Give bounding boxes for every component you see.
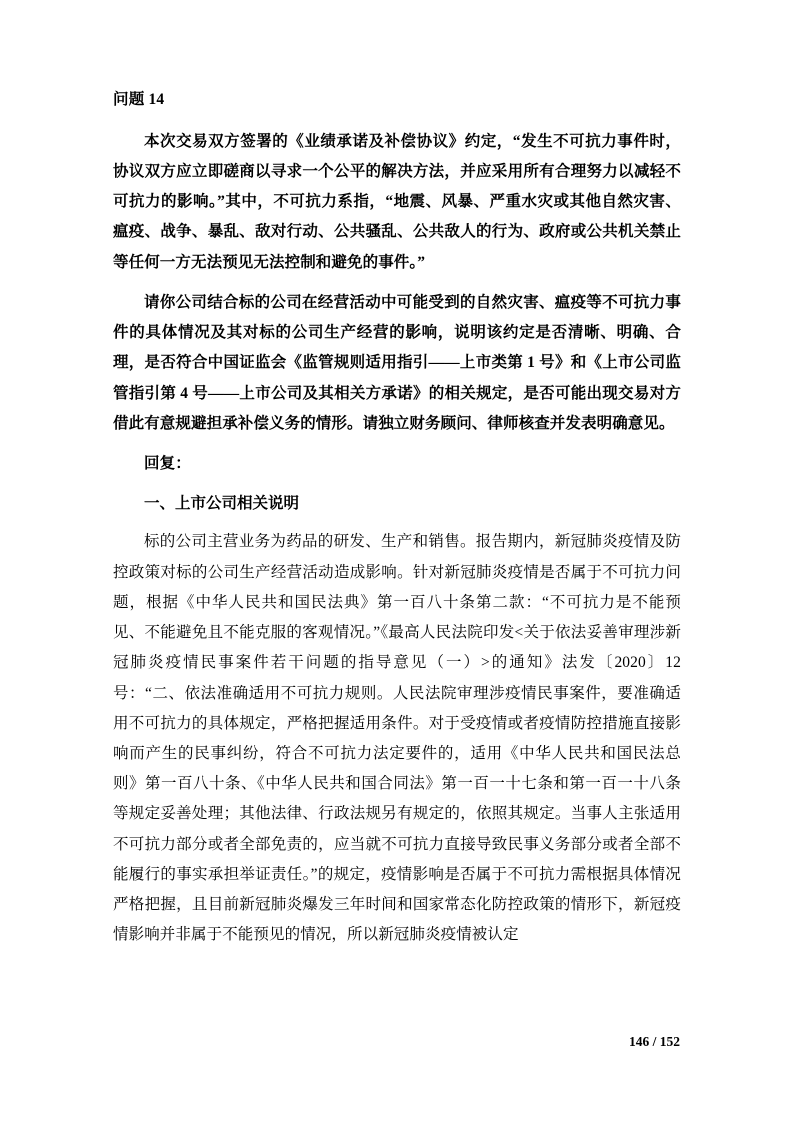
paragraph-agreement-clause: 本次交易双方签署的《业绩承诺及补偿协议》约定，“发生不可抗力事件时，协议双方应立即磋商以寻求一个公平的解决方法，并应采用所有合理努力以减轻不可抗力的影响。”其中，不可抗力系指，“地震、风暴、严重水灾或其他自然灾害、瘟疫、战争、暴乱、敌对行动、公共骚乱、公共敌人的行为、政府或公共机关禁止等任何一方无法预见无法控制和避免的事件。” [113, 132, 681, 271]
paragraph-reply-label: 回复： [144, 454, 191, 472]
question-title: 问题 14 [113, 91, 165, 108]
document-body [113, 88, 681, 950]
paragraph-request: 请你公司结合标的公司在经营活动中可能受到的自然灾害、瘟疫等不可抗力事件的具体情况及其对标的公司生产经营的影响，说明该约定是否清晰、明确、合理，是否符合中国证监会《监管规则适用指引——上市类第 1 号》和《上市公司监管指引第 4 号——上市公司及其相关方承诺》的相关规定，是否可能出现交易对方借此有意规避担承补偿义务的情形。请独立财务顾问、律师核查并发表明确意见。 [113, 293, 681, 432]
section-heading-listed-company: 一、上市公司相关说明 [144, 495, 300, 513]
page-number: 146 / 152 [628, 1034, 680, 1049]
paragraph-explanation: 标的公司主营业务为药品的研发、生产和销售。报告期内，新冠肺炎疫情及防控政策对标的公司生产经营活动造成影响。针对新冠肺炎疫情是否属于不可抗力问题，根据《中华人民共和国民法典》第一百八十条第二款：“不可抗力是不能预见、不能避免且不能克服的客观情况。”《最高人民法院印发<关于依法妥善审理涉新冠肺炎疫情民事案件若干问题的指导意见（一）>的通知》法发〔2020〕12 号：“二、依法准确适用不可抗力规则。人民法院审理涉疫情民事案件，要准确适用不可抗力的具体规定，严格把握适用条件。对于受疫情或者疫情防控措施直接影响而产生的民事纠纷，符合不可抗力法定要件的，适用《中华人民共和国民法总则》第一百八十条、《中华人民共和国合同法》第一百一十七条和第一百一十八条等规定妥善处理；其他法律、行政法规另有规定的，依照其规定。当事人主张适用不可抗力部分或者全部免责的，应当就不可抗力直接导致民事义务部分或者全部不能履行的事实承担举证责任。”的规定，疫情影响是否属于不可抗力需根据具体情况严格把握，且目前新冠肺炎爆发三年时间和国家常态化防控政策的情形下，新冠疫情影响并非属于不能预见的情况，所以新冠肺炎疫情被认定 [113, 533, 681, 944]
